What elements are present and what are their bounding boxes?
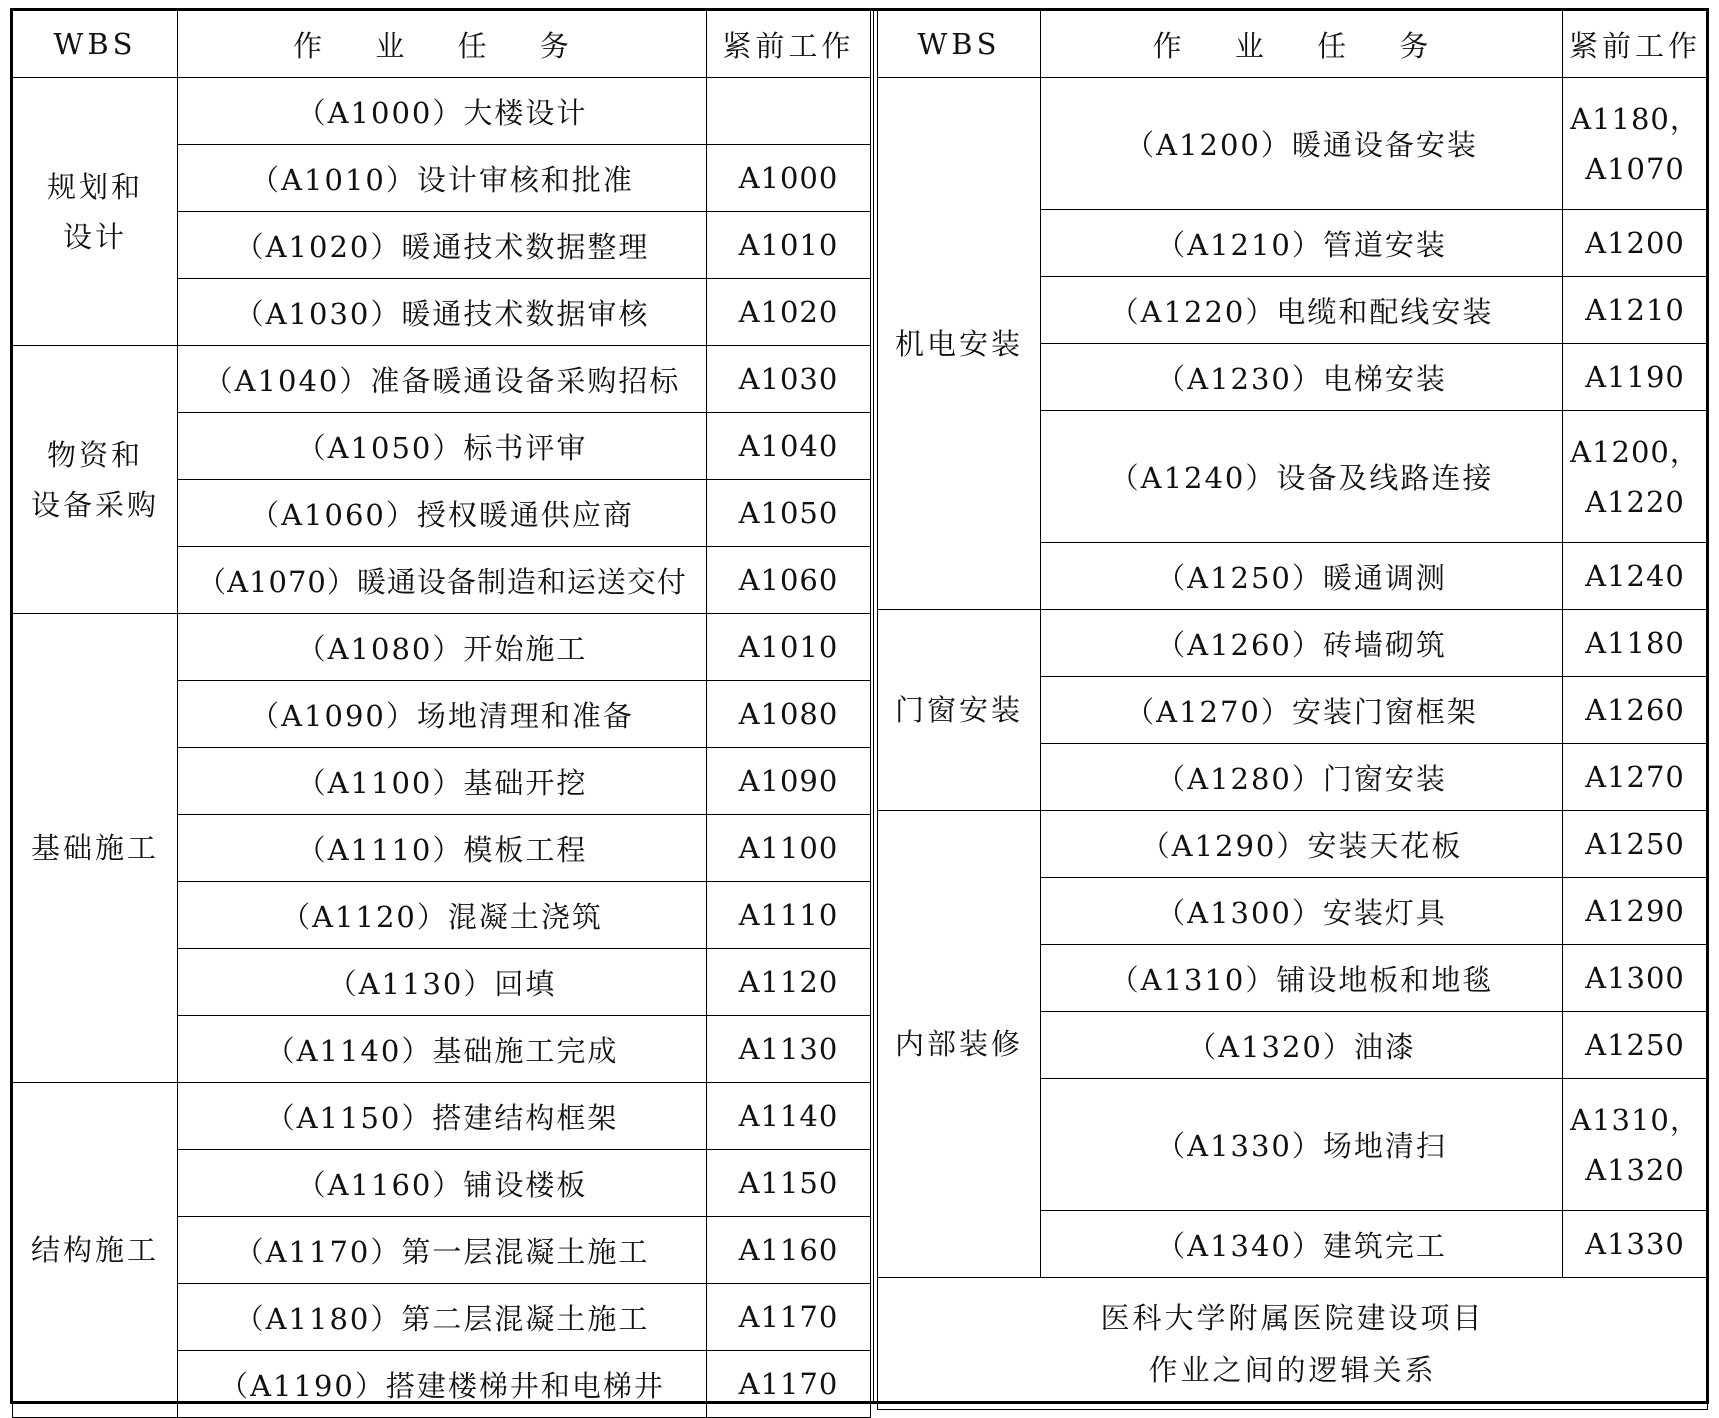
task-cell: （A1310）铺设地板和地毯 (1041, 945, 1563, 1012)
caption-line-1: 医科大学附属医院建设项目 (1100, 1300, 1485, 1335)
task-cell: （A1160）铺设楼板 (178, 1150, 707, 1217)
table-row (878, 610, 1708, 677)
caption-line-2: 作业之间的逻辑关系 (1148, 1352, 1437, 1387)
double-divider-line (873, 10, 874, 1402)
task-cell: （A1130）回填 (178, 949, 707, 1016)
predecessor-cell: A1300 (1563, 945, 1708, 1012)
task-cell: （A1300）安装灯具 (1041, 878, 1563, 945)
task-cell: （A1280）门窗安装 (1041, 744, 1563, 811)
task-cell: （A1010）设计审核和批准 (178, 145, 707, 212)
predecessor-cell: A1060 (706, 547, 870, 614)
task-cell: （A1030）暖通技术数据审核 (178, 279, 707, 346)
task-cell: （A1270）安装门窗框架 (1041, 677, 1563, 744)
task-cell: （A1040）准备暖通设备采购招标 (178, 346, 707, 413)
task-cell: （A1210）管道安装 (1041, 210, 1563, 277)
predecessor-cell: A1030 (706, 346, 870, 413)
table-caption (878, 1278, 1708, 1410)
task-cell: （A1170）第一层混凝土施工 (178, 1217, 707, 1284)
predecessor-cell: A1170 (706, 1284, 870, 1351)
table-row (878, 811, 1708, 878)
task-cell: （A1250）暖通调测 (1041, 543, 1563, 610)
caption-row (878, 1278, 1708, 1410)
predecessor-cell: A1090 (706, 748, 870, 815)
wbs-group-doors-windows: 门窗安装 (878, 610, 1041, 811)
task-cell: （A1060）授权暖通供应商 (178, 480, 707, 547)
predecessor-cell: A1140 (706, 1083, 870, 1150)
header-task: 作 业 任 务 (1041, 11, 1563, 78)
predecessor-cell: A1150 (706, 1150, 870, 1217)
right-table-half (877, 10, 1707, 1402)
header-wbs: WBS (13, 11, 178, 78)
task-cell: （A1000）大楼设计 (178, 78, 707, 145)
predecessor-cell: A1010 (706, 614, 870, 681)
predecessor-cell: A1290 (1563, 878, 1708, 945)
task-cell: （A1220）电缆和配线安装 (1041, 277, 1563, 344)
task-cell: （A1120）混凝土浇筑 (178, 882, 707, 949)
predecessor-cell: A1040 (706, 413, 870, 480)
predecessor-cell: A1250 (1563, 1012, 1708, 1079)
table-row (13, 346, 871, 413)
predecessor-cell: A1270 (1563, 744, 1708, 811)
header-wbs: WBS (878, 11, 1041, 78)
task-cell: （A1110）模板工程 (178, 815, 707, 882)
predecessor-cell: A1210 (1563, 277, 1708, 344)
header-predecessor: 紧前工作 (706, 11, 870, 78)
task-cell: （A1200）暖通设备安装 (1041, 78, 1563, 210)
predecessor-cell: A1100 (706, 815, 870, 882)
table-row (13, 1083, 871, 1150)
predecessor-cell: A1240 (1563, 543, 1708, 610)
task-cell: （A1140）基础施工完成 (178, 1016, 707, 1083)
predecessor-cell: A1130 (706, 1016, 870, 1083)
left-table (12, 10, 871, 1418)
task-cell: （A1090）场地清理和准备 (178, 681, 707, 748)
header-predecessor: 紧前工作 (1563, 11, 1708, 78)
predecessor-cell: A1190 (1563, 344, 1708, 411)
wbs-group-procurement: 物资和 设备采购 (13, 346, 178, 614)
task-cell: （A1330）场地清扫 (1041, 1079, 1563, 1211)
task-cell: （A1180）第二层混凝土施工 (178, 1284, 707, 1351)
header-task: 作 业 任 务 (178, 11, 707, 78)
predecessor-cell: A1200， A1220 (1563, 411, 1708, 543)
predecessor-cell: A1080 (706, 681, 870, 748)
predecessor-cell: A1010 (706, 212, 870, 279)
predecessor-cell: A1200 (1563, 210, 1708, 277)
predecessor-cell: A1330 (1563, 1211, 1708, 1278)
task-cell: （A1050）标书评审 (178, 413, 707, 480)
predecessor-cell: A1170 (706, 1351, 870, 1418)
wbs-group-structure: 结构施工 (13, 1083, 178, 1418)
task-cell: （A1240）设备及线路连接 (1041, 411, 1563, 543)
task-cell: （A1260）砖墙砌筑 (1041, 610, 1563, 677)
logic-table (12, 10, 1707, 1402)
predecessor-cell (706, 78, 870, 145)
predecessor-cell: A1160 (706, 1217, 870, 1284)
task-cell: （A1340）建筑完工 (1041, 1211, 1563, 1278)
left-table-half (12, 10, 871, 1402)
table-row (878, 78, 1708, 210)
task-cell: （A1230）电梯安装 (1041, 344, 1563, 411)
predecessor-cell: A1260 (1563, 677, 1708, 744)
wbs-group-foundation: 基础施工 (13, 614, 178, 1083)
task-cell: （A1190）搭建楼梯井和电梯井 (178, 1351, 707, 1418)
task-cell: （A1100）基础开挖 (178, 748, 707, 815)
predecessor-cell: A1250 (1563, 811, 1708, 878)
table-row (13, 78, 871, 145)
wbs-group-planning: 规划和 设计 (13, 78, 178, 346)
predecessor-cell: A1050 (706, 480, 870, 547)
predecessor-cell: A1180 (1563, 610, 1708, 677)
task-cell: （A1070）暖通设备制造和运送交付 (178, 547, 707, 614)
task-cell: （A1150）搭建结构框架 (178, 1083, 707, 1150)
wbs-group-interior: 内部装修 (878, 811, 1041, 1278)
predecessor-cell: A1020 (706, 279, 870, 346)
predecessor-cell: A1120 (706, 949, 870, 1016)
task-cell: （A1320）油漆 (1041, 1012, 1563, 1079)
table-row (13, 614, 871, 681)
predecessor-cell: A1000 (706, 145, 870, 212)
right-table (877, 10, 1708, 1410)
task-cell: （A1020）暖通技术数据整理 (178, 212, 707, 279)
predecessor-cell: A1180， A1070 (1563, 78, 1708, 210)
predecessor-cell: A1110 (706, 882, 870, 949)
predecessor-cell: A1310， A1320 (1563, 1079, 1708, 1211)
task-cell: （A1290）安装天花板 (1041, 811, 1563, 878)
wbs-group-mep: 机电安装 (878, 78, 1041, 610)
task-cell: （A1080）开始施工 (178, 614, 707, 681)
